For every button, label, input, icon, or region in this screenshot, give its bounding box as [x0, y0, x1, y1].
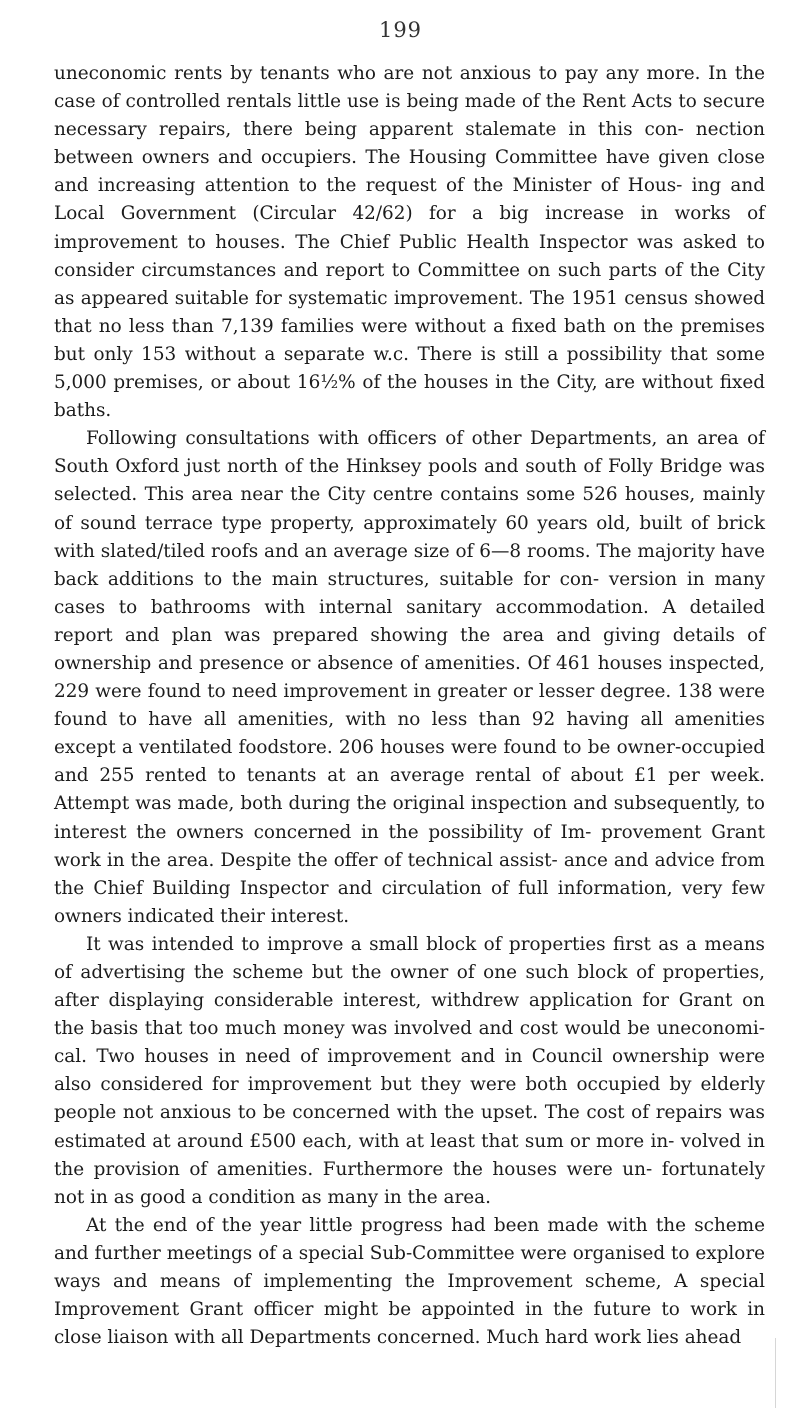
paragraph: Following consultations with officers of other Departments, an area of South Oxford just north of the Hinksey pools and south of Folly Bridge was selected. This area near the City centre contains some 526 houses, mainly of sound terrace type property, approximately 60 years old, built of brick with slated/tiled roofs and an average size of 6—8 rooms. The majority have back additions to the main structures, suitable for con- version in many cases to bathrooms with internal sanitary accommodation. A detailed report and plan was prepared showing the area and giving details of ownership and presence or absence of amenities. Of 461 houses inspected, 229 were found to need improvement in greater or lesser degree. 138 were found to have all amenities, with no less than 92 having all amenities except a ventilated foodstore. 206 houses were found to be owner-occupied and 255 rented to tenants at an average rental of about £1 per week. Attempt was made, both during the original inspection and subsequently, to interest the owners concerned in the possibility of Im- provement Grant work in the area. Despite the offer of technical assist- ance and advice from the Chief Building Inspector and circulation of full information, very few owners indicated their interest.	[54, 428, 765, 927]
body-text	[54, 60, 765, 1352]
paragraph: It was intended to improve a small block of properties first as a means of advertising the scheme but the owner of one such block of properties, after displaying considerable interest, withdrew application for Grant on the basis that too much money was involved and cost would be uneconomi- cal. Two houses in need of improvement and in Council ownership were also considered for improvement but they were both occupied by elderly people not anxious to be concerned with the upset. The cost of repairs was estimated at around £500 each, with at least that sum or more in- volved in the provision of amenities. Furthermore the houses were un- fortunately not in as good a condition as many in the area.	[54, 933, 765, 1208]
paragraph: uneconomic rents by tenants who are not anxious to pay any more. In the case of controlled rentals little use is being made of the Rent Acts to secure necessary repairs, there being apparent stalemate in this con- nection between owners and occupiers. The Housing Committee have given close and increasing attention to the request of the Minister of Hous- ing and Local Government (Circular 42/62) for a big increase in works of improvement to houses. The Chief Public Health Inspector was asked to consider circumstances and report to Committee on such parts of the City as appeared suitable for systematic improvement. The 1951 census showed that no less than 7,139 families were without a fixed bath on the premises but only 153 without a separate w.c. There is still a possibility that some 5,000 premises, or about 16½% of the houses in the City, are without fixed baths.	[54, 63, 765, 422]
binding-edge-mark	[775, 1338, 776, 1408]
page-number: 199	[378, 18, 423, 42]
paragraph: At the end of the year little progress had been made with the scheme and further meetings of a special Sub-Committee were organised to explore ways and means of implementing the Improvement scheme, A special Improvement Grant officer might be appointed in the future to work in close liaison with all Departments concerned. Much hard work lies ahead	[54, 1214, 765, 1349]
